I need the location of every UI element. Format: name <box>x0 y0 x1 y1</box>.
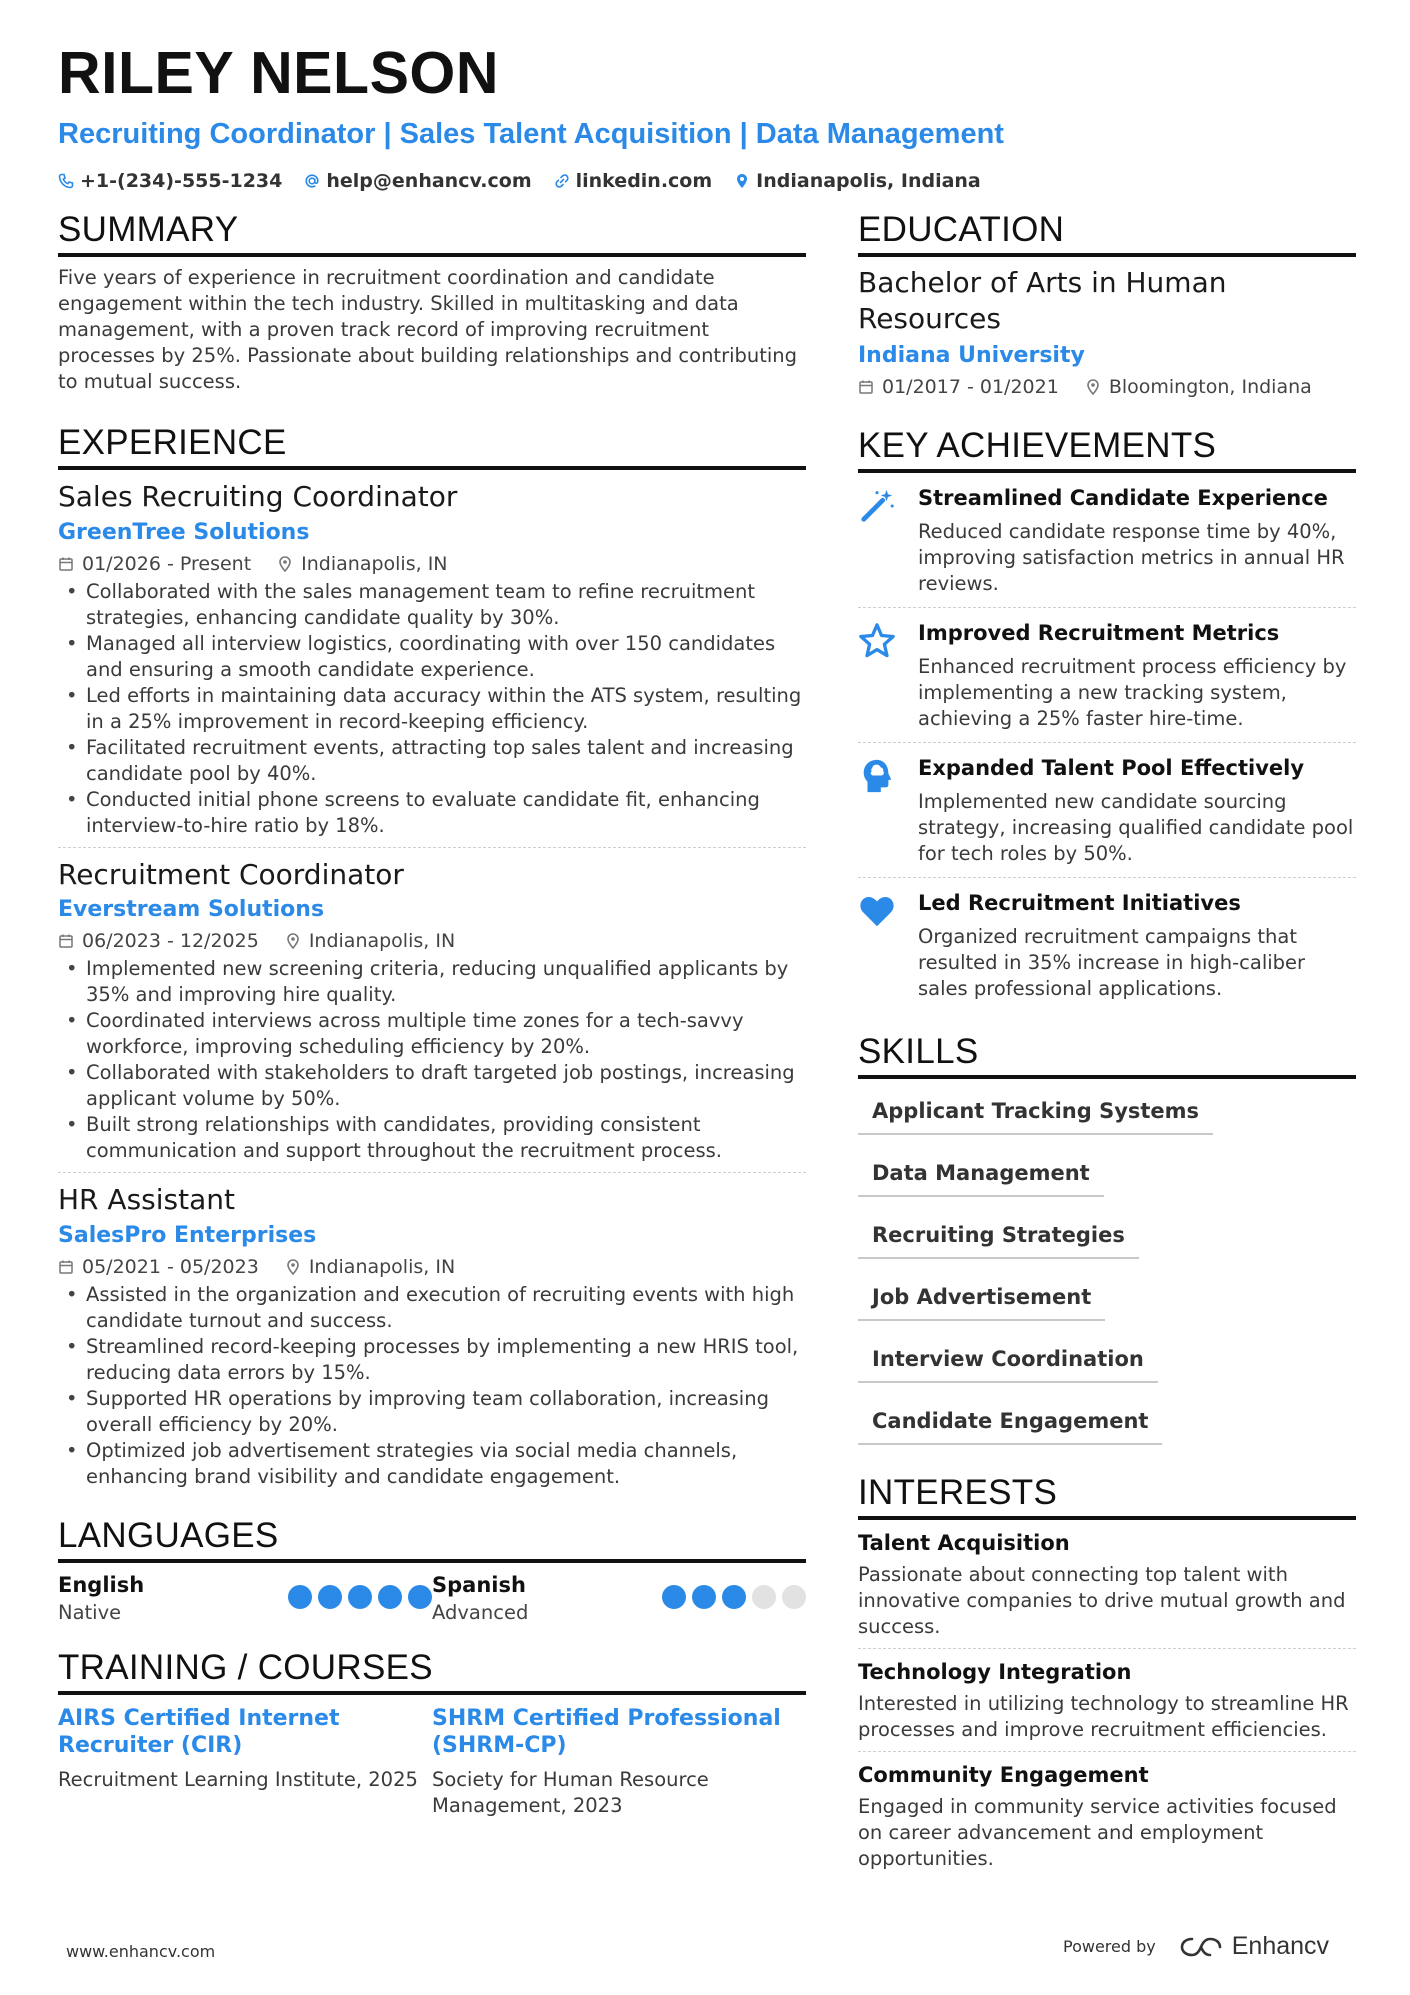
skill-tag: Applicant Tracking Systems <box>858 1087 1213 1135</box>
rating-dot-filled <box>692 1585 716 1609</box>
achievement-title: Expanded Talent Pool Effectively <box>918 756 1305 780</box>
job-meta <box>58 553 806 575</box>
link-icon <box>554 173 570 189</box>
rating-dot-empty <box>752 1585 776 1609</box>
job-title: Recruitment Coordinator <box>58 857 404 891</box>
job-location: Indianapolis, IN <box>308 1255 456 1278</box>
phone-text: +1-(234)-555-1234 <box>80 170 283 192</box>
footer-website[interactable]: www.enhancv.com <box>66 1942 216 1961</box>
interest-title: Community Engagement <box>858 1763 1149 1787</box>
divider <box>58 847 806 848</box>
languages-list <box>58 1573 806 1624</box>
contact-email[interactable] <box>304 170 531 192</box>
contact-linkedin[interactable] <box>554 170 713 192</box>
achievement-text: Enhanced recruitment process efficiency by implementing a new tracking system, achieving a 25% faster hire-time. <box>918 655 1347 730</box>
left-column <box>58 212 806 1819</box>
job-entry <box>58 480 806 848</box>
phone-icon <box>58 173 74 189</box>
map-pin-icon <box>734 173 750 189</box>
interest-title: Technology Integration <box>858 1660 1132 1684</box>
candidate-tagline: Recruiting Coordinator | Sales Talent Acquisition | Data Management <box>58 118 1004 150</box>
achievement-title: Improved Recruitment Metrics <box>918 621 1280 645</box>
skill-tag: Data Management <box>858 1149 1104 1197</box>
footer-branding <box>1063 1932 1329 1961</box>
brand-name: Enhancv <box>1231 1932 1330 1960</box>
rating-dot-filled <box>348 1585 372 1609</box>
achievement-title: Streamlined Candidate Experience <box>918 486 1328 510</box>
achievement-item <box>858 743 1356 878</box>
achievements-title: KEY ACHIEVEMENTS <box>858 428 1356 473</box>
job-bullet: • Collaborated with the sales management team to refine recruitment strategies, enhancing candidate quality by 30%. <box>58 579 806 631</box>
job-entry <box>58 858 806 1174</box>
education-degree: Bachelor of Arts in Human Resources <box>858 266 1227 335</box>
summary-text: Five years of experience in recruitment coordination and candidate engagement within the tech industry. Skilled in multitasking and data management, with a proven track record of improving recruitment processes by 25%. Passionate about building relationships and contributing to mutual success. <box>58 266 798 393</box>
job-company: SalesPro Enterprises <box>58 1222 317 1248</box>
map-pin-icon <box>285 1259 301 1275</box>
job-bullet: • Implemented new screening criteria, reducing unqualified applicants by 35% and improving hire quality. <box>58 956 806 1008</box>
summary-title: SUMMARY <box>58 212 806 257</box>
rating-dot-filled <box>662 1585 686 1609</box>
achievement-text: Organized recruitment campaigns that resulted in 35% increase in high-caliber sales professional applications. <box>918 925 1306 1000</box>
education-title: EDUCATION <box>858 212 1356 257</box>
summary-section <box>58 212 806 395</box>
heart-icon <box>858 890 918 1002</box>
rating-dot-filled <box>288 1585 312 1609</box>
calendar-icon <box>58 933 74 949</box>
education-school: Indiana University <box>858 343 1085 368</box>
interest-text: Engaged in community service activities focused on career advancement and employment opportunities. <box>858 1795 1337 1870</box>
calendar-icon <box>58 1259 74 1275</box>
job-meta <box>58 1256 806 1278</box>
skills-section <box>858 1034 1356 1459</box>
course-source: Society for Human Resource Management, 2023 <box>432 1767 709 1817</box>
course-source: Recruitment Learning Institute, 2025 <box>58 1767 418 1791</box>
course-item <box>58 1705 432 1819</box>
linkedin-text: linkedin.com <box>575 170 713 192</box>
interest-item <box>858 1649 1356 1752</box>
job-location: Indianapolis, IN <box>308 930 456 953</box>
job-bullet: • Conducted initial phone screens to evaluate candidate fit, enhancing interview-to-hire ratio by 18%. <box>58 787 806 839</box>
rating-dot-filled <box>378 1585 402 1609</box>
language-level: Advanced <box>432 1600 529 1624</box>
star-icon <box>858 620 918 732</box>
job-bullets <box>58 956 806 1164</box>
rating-dot-filled <box>318 1585 342 1609</box>
training-title: TRAINING / COURSES <box>58 1650 806 1695</box>
course-title: AIRS Certified Internet Recruiter (CIR) <box>58 1705 340 1758</box>
interest-text: Passionate about connecting top talent with innovative companies to drive mutual growth and success. <box>858 1563 1346 1638</box>
achievement-item <box>858 473 1356 608</box>
job-bullet: • Streamlined record-keeping processes by implementing a new HRIS tool, reducing data errors by 15%. <box>58 1334 806 1386</box>
course-item <box>432 1705 806 1819</box>
interest-item <box>858 1752 1356 1880</box>
education-dates: 01/2017 - 01/2021 <box>882 376 1059 398</box>
location-text: Indianapolis, Indiana <box>756 170 981 192</box>
education-location: Bloomington, Indiana <box>1108 376 1312 398</box>
achievements-section <box>858 428 1356 1012</box>
job-dates: 01/2026 - Present <box>82 552 252 575</box>
candidate-name: RILEY NELSON <box>58 40 499 106</box>
job-bullet: • Coordinated interviews across multiple time zones for a tech-savvy workforce, improving scheduling efficiency by 20%. <box>58 1008 806 1060</box>
language-item <box>432 1573 806 1624</box>
interests-section <box>858 1475 1356 1880</box>
job-bullet: • Built strong relationships with candidates, providing consistent communication and support throughout the recruitment process. <box>58 1112 806 1164</box>
job-dates: 05/2021 - 05/2023 <box>82 1255 259 1278</box>
job-title: Sales Recruiting Coordinator <box>58 480 458 513</box>
job-entry <box>58 1183 806 1490</box>
language-name: English <box>58 1572 145 1597</box>
map-pin-icon <box>1085 379 1101 395</box>
job-company: Everstream Solutions <box>58 897 325 923</box>
map-pin-icon <box>277 556 293 572</box>
course-title: SHRM Certified Professional (SHRM-CP) <box>432 1705 781 1758</box>
job-title: HR Assistant <box>58 1183 235 1217</box>
achievement-text: Implemented new candidate sourcing strategy, increasing qualified candidate pool for tech roles by 50%. <box>918 790 1354 865</box>
training-section <box>58 1647 806 1819</box>
job-location: Indianapolis, IN <box>301 552 448 575</box>
language-name: Spanish <box>432 1572 526 1597</box>
languages-section <box>58 1515 806 1624</box>
skill-tag: Recruiting Strategies <box>858 1211 1139 1259</box>
language-rating <box>662 1585 806 1624</box>
language-item <box>58 1573 432 1624</box>
rating-dot-filled <box>722 1585 746 1609</box>
language-level: Native <box>58 1600 122 1624</box>
magic-wand-icon <box>858 485 918 597</box>
interest-text: Interested in utilizing technology to streamline HR processes and improve recruitment efficiencies. <box>858 1692 1349 1741</box>
rating-dot-empty <box>782 1585 806 1609</box>
right-column <box>858 212 1356 1880</box>
powered-by-label: Powered by <box>1063 1937 1156 1956</box>
rating-dot-filled <box>408 1585 432 1609</box>
map-pin-icon <box>285 933 301 949</box>
job-company: GreenTree Solutions <box>58 519 310 545</box>
interests-title: INTERESTS <box>858 1475 1356 1520</box>
job-dates: 06/2023 - 12/2025 <box>82 930 259 953</box>
job-bullet: • Facilitated recruitment events, attracting top sales talent and increasing candidate pool by 40%. <box>58 735 806 787</box>
languages-title: LANGUAGES <box>58 1518 806 1563</box>
calendar-icon <box>58 556 74 572</box>
skill-tag: Candidate Engagement <box>858 1397 1162 1445</box>
job-bullet: • Optimized job advertisement strategies via social media channels, enhancing brand visibility and candidate engagement. <box>58 1438 806 1490</box>
experience-title: EXPERIENCE <box>58 425 806 470</box>
skills-title: SKILLS <box>858 1034 1356 1079</box>
enhancv-logo[interactable] <box>1178 1932 1329 1961</box>
contact-phone[interactable] <box>58 170 282 192</box>
at-icon <box>304 173 320 189</box>
job-bullet: • Led efforts in maintaining data accuracy within the ATS system, resulting in a 25% improvement in record-keeping efficiency. <box>58 683 806 735</box>
enhancv-logo-icon <box>1178 1934 1224 1960</box>
job-bullet: • Collaborated with stakeholders to draft targeted job postings, increasing applicant volume by 50%. <box>58 1060 806 1112</box>
skills-list <box>858 1087 1356 1459</box>
job-bullets <box>58 1282 806 1490</box>
language-rating <box>288 1585 432 1624</box>
education-section <box>858 212 1356 398</box>
courses-list <box>58 1705 806 1819</box>
contact-bar <box>58 170 981 192</box>
education-meta <box>858 376 1356 398</box>
job-bullet: • Assisted in the organization and execution of recruiting events with high candidate turnout and success. <box>58 1282 806 1334</box>
interest-title: Talent Acquisition <box>858 1531 1070 1555</box>
job-bullet: • Managed all interview logistics, coordinating with over 150 candidates and ensuring a smooth candidate experience. <box>58 631 806 683</box>
achievement-item <box>858 878 1356 1012</box>
divider <box>58 1172 806 1173</box>
job-bullets <box>58 579 806 839</box>
head-brain-icon <box>858 755 918 867</box>
experience-section <box>58 425 806 1490</box>
calendar-icon <box>858 379 874 395</box>
achievement-title: Led Recruitment Initiatives <box>918 891 1241 915</box>
interest-item <box>858 1520 1356 1649</box>
email-text: help@enhancv.com <box>326 170 532 192</box>
skill-tag: Interview Coordination <box>858 1335 1158 1383</box>
achievement-text: Reduced candidate response time by 40%, improving satisfaction metrics in annual HR reviews. <box>918 520 1345 595</box>
achievement-item <box>858 608 1356 743</box>
job-meta <box>58 930 806 952</box>
skill-tag: Job Advertisement <box>858 1273 1105 1321</box>
contact-location <box>734 170 981 192</box>
job-bullet: • Supported HR operations by improving team collaboration, increasing overall efficiency by 20%. <box>58 1386 806 1438</box>
